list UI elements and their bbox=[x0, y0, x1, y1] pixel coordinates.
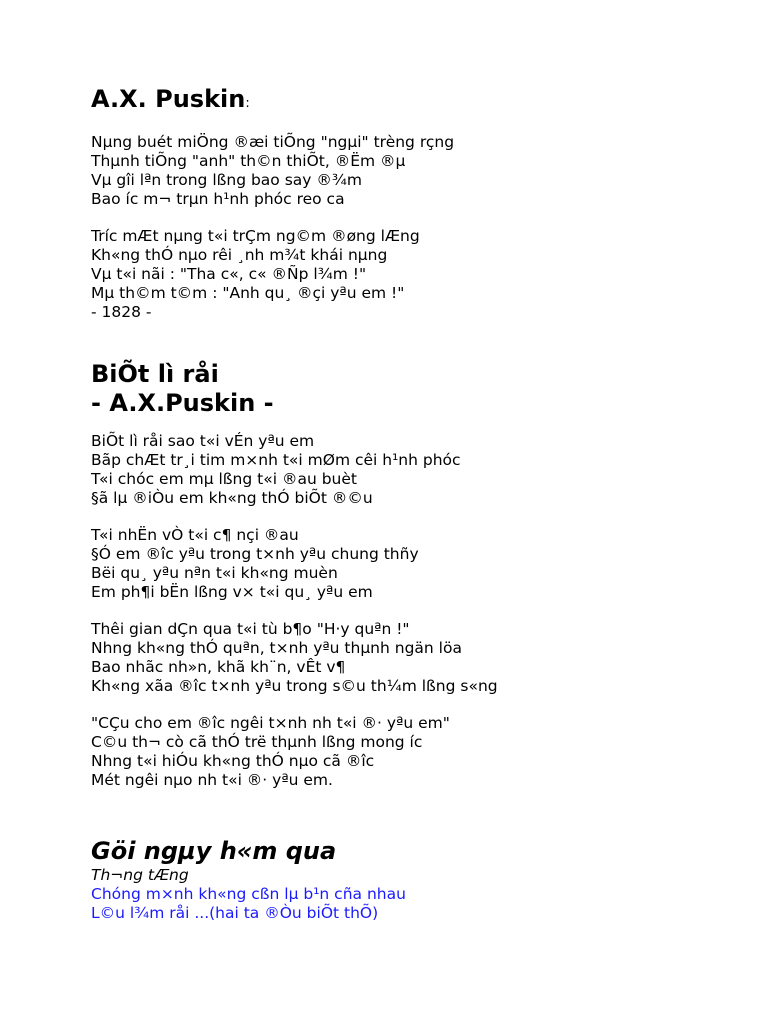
poem-line: Vµ t«i nãi : "Tha c«, c« ®Ñp l¾m !" bbox=[91, 265, 367, 283]
poem2-stanza1 bbox=[91, 432, 751, 508]
poem-line: Bao íc m¬ trµn h¹nh phóc reo ca bbox=[91, 190, 345, 208]
poem-line: Tríc mÆt nµng t«i trÇm ng©m ®øng lÆng bbox=[91, 227, 420, 245]
poem1-title-text: A.X. Puskin bbox=[91, 85, 246, 113]
poem-line: Bao nhãc nh»n, khã kh¨n, vÊt v¶ bbox=[91, 658, 346, 676]
poem1-stanza2 bbox=[91, 227, 751, 322]
poem-line: Thêi gian dÇn qua t«i tù b¶o "H·y quªn !" bbox=[91, 620, 410, 638]
poem-line: §Ó em ®îc yªu trong t×nh yªu chung thñy bbox=[91, 545, 419, 563]
poem-line: Thµnh tiÕng "anh" th©n thiÕt, ®Ëm ®µ bbox=[91, 152, 406, 170]
poem1-title bbox=[91, 84, 751, 119]
poem-line: Kh«ng thÓ nµo rêi ¸nh m¾t khái nµng bbox=[91, 246, 388, 264]
poem-line: Mét ngêi nµo nh t«i ®· yªu em. bbox=[91, 771, 333, 789]
poem-line: L©u l¾m råi ...(hai ta ®Òu biÕt thÕ) bbox=[91, 904, 379, 922]
poem2-stanza3 bbox=[91, 620, 751, 696]
poem-line: Em ph¶i bËn lßng v× t«i qu¸ yªu em bbox=[91, 583, 373, 601]
poem-line: Nµng buét miÖng ®æi tiÕng "ngµi" trèng rçng bbox=[91, 133, 455, 151]
poem-line: Kh«ng xãa ®îc t×nh yªu trong s©u th¼m lßng s«ng bbox=[91, 677, 498, 695]
poem2-author: - A.X.Puskin - bbox=[91, 389, 274, 417]
poem-line: §ã lµ ®iÒu em kh«ng thÓ biÕt ®©u bbox=[91, 489, 373, 507]
poem-line: C©u th¬ cò cã thÓ trë thµnh lßng mong íc bbox=[91, 733, 423, 751]
poem-line: Vµ gîi lªn trong lßng bao say ®¾m bbox=[91, 171, 363, 189]
poem1-title-suffix: : bbox=[245, 96, 250, 111]
poem-line: "CÇu cho em ®îc ngêi t×nh nh t«i ®· yªu em" bbox=[91, 714, 450, 732]
poem1-stanza1 bbox=[91, 133, 751, 209]
document-page bbox=[91, 84, 751, 923]
poem-line: Nhng t«i hiÓu kh«ng thÓ nµo cã ®îc bbox=[91, 752, 375, 770]
poem-line: Nhng kh«ng thÓ quªn, t×nh yªu thµnh ngän löa bbox=[91, 639, 462, 657]
poem-line: Chóng m×nh kh«ng cßn lµ b¹n cña nhau bbox=[91, 885, 406, 903]
poem-line: Bëi qu¸ yªu nªn t«i kh«ng muèn bbox=[91, 564, 338, 582]
poem-line: Bãp chÆt tr¸i tim m×nh t«i mØm cêi h¹nh phóc bbox=[91, 451, 461, 469]
poem2-stanza2 bbox=[91, 526, 751, 602]
poem-line: T«i chóc em mµ lßng t«i ®au buèt bbox=[91, 470, 357, 488]
poem3-title: Göi ngµy h«m qua bbox=[91, 837, 337, 865]
poem2-title: BiÕt lì råi bbox=[91, 360, 219, 388]
poem-line: BiÕt lì råi sao t«i vÉn yªu em bbox=[91, 432, 315, 450]
poem-line: Mµ th©m t©m : "Anh qu¸ ®çi yªu em !" bbox=[91, 284, 405, 302]
poem-date: - 1828 - bbox=[91, 303, 152, 321]
poem3-subtitle: Th¬ng tÆng bbox=[91, 866, 189, 884]
poem-line: T«i nhËn vÒ t«i c¶ nçi ®au bbox=[91, 526, 299, 544]
poem2-stanza4 bbox=[91, 714, 751, 790]
